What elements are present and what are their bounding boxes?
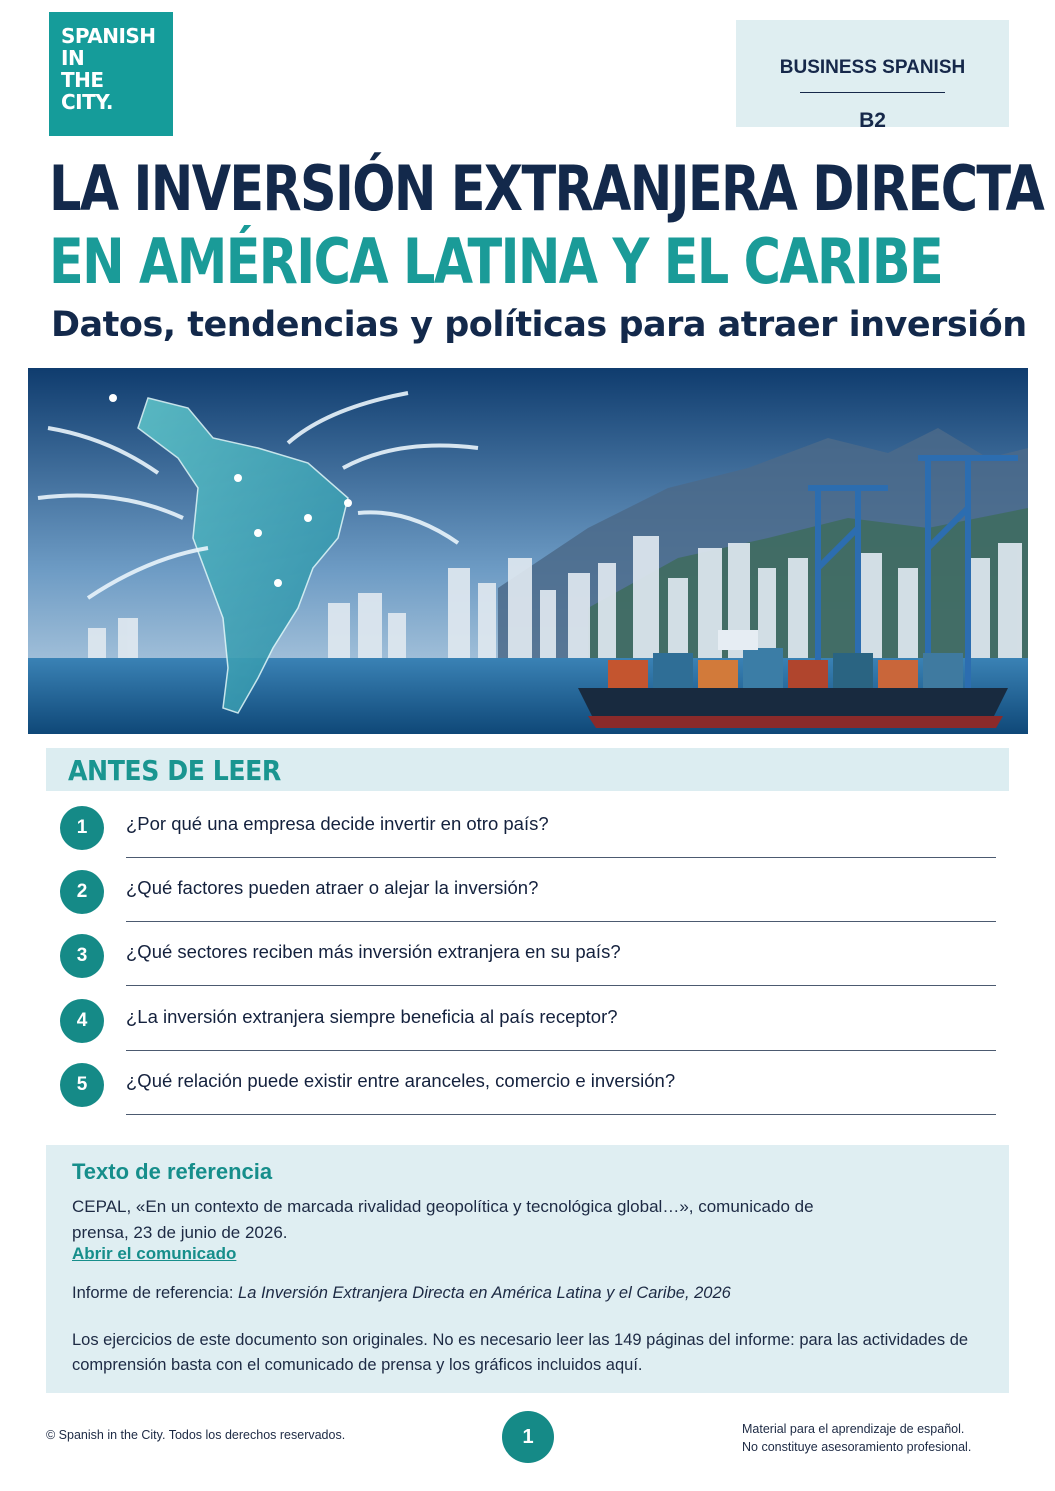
question-number: 2 — [60, 870, 104, 914]
answer-line[interactable] — [126, 1114, 996, 1115]
page-number-badge: 1 — [502, 1411, 554, 1463]
question-item-5 — [60, 1063, 1000, 1123]
question-text: ¿Por qué una empresa decide invertir en otro país? — [126, 813, 549, 834]
copyright-text: © Spanish in the City. Todos los derechos reservados. — [46, 1428, 346, 1442]
question-number: 5 — [60, 1063, 104, 1107]
disclaimer-line-2: No constituye asesoramiento profesional. — [742, 1440, 972, 1454]
question-number: 1 — [60, 806, 104, 850]
question-item-3 — [60, 934, 1000, 994]
reference-citation: CEPAL, «En un contexto de marcada rivalidad geopolítica y tecnológica global…», comunicado de prensa, 23 de junio de 2026. — [72, 1197, 814, 1242]
badge-divider — [800, 92, 945, 93]
question-text: ¿Qué relación puede existir entre aranceles, comercio e inversión? — [126, 1070, 676, 1091]
open-press-release-link[interactable]: Abrir el comunicado — [72, 1244, 237, 1263]
reference-panel — [46, 1145, 1009, 1393]
question-text: ¿La inversión extranjera siempre beneficia al país receptor? — [126, 1006, 618, 1027]
page-title-line1: LA INVERSIÓN EXTRANJERA DIRECTA — [49, 152, 1044, 225]
reference-note: Los ejercicios de este documento son originales. No es necesario leer las 149 páginas del informe: para las actividades de comprensión basta con el comunicado de prensa y los gráficos incluidos aquí. — [72, 1331, 969, 1374]
page-title-line2: EN AMÉRICA LATINA Y EL CARIBE — [49, 225, 943, 298]
answer-line[interactable] — [126, 857, 996, 858]
question-text: ¿Qué factores pueden atraer o alejar la inversión? — [126, 877, 539, 898]
question-number: 3 — [60, 934, 104, 978]
disclaimer — [742, 1420, 1032, 1456]
question-item-2 — [60, 870, 1000, 930]
before-reading-section-header — [46, 748, 1009, 791]
brand-logo: SPANISH IN THE CITY. — [49, 12, 173, 136]
answer-line[interactable] — [126, 985, 996, 986]
level-badge — [736, 20, 1009, 132]
disclaimer-line-1: Material para el aprendizaje de español. — [742, 1422, 965, 1436]
reference-heading: Texto de referencia — [72, 1159, 273, 1184]
question-number: 4 — [60, 999, 104, 1043]
report-reference — [72, 1284, 731, 1303]
page-subtitle: Datos, tendencias y políticas para atraer inversión — [51, 305, 1027, 345]
latam-port-illustration — [28, 368, 1028, 734]
before-reading-heading: ANTES DE LEER — [68, 754, 281, 787]
hero-image — [28, 368, 1028, 734]
question-item-1 — [60, 806, 1000, 866]
report-label: Informe de referencia: — [72, 1284, 234, 1302]
level-label: B2 — [859, 109, 886, 132]
question-text: ¿Qué sectores reciben más inversión extranjera en su país? — [126, 941, 621, 962]
answer-line[interactable] — [126, 921, 996, 922]
course-label: BUSINESS SPANISH — [779, 57, 966, 78]
answer-line[interactable] — [126, 1050, 996, 1051]
question-item-4 — [60, 999, 1000, 1059]
report-title: La Inversión Extranjera Directa en América Latina y el Caribe, 2026 — [238, 1284, 731, 1302]
